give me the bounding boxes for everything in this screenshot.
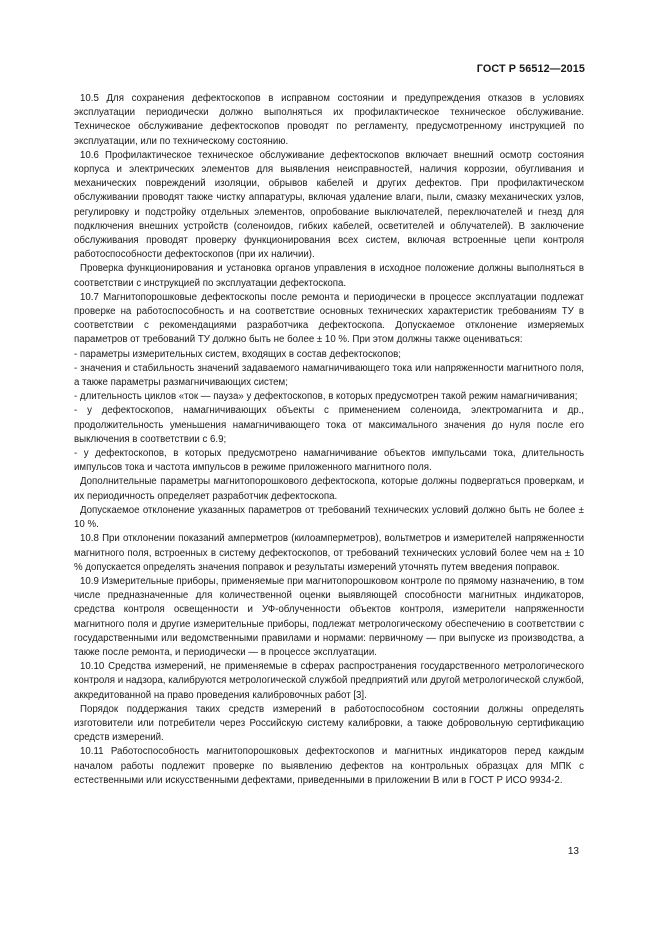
list-item: - значения и стабильность значений задаваемого намагничивающего тока или напряженности магнитного поля, а также параметры размагничивающих систем;	[74, 362, 584, 389]
paragraph-10-7: 10.7 Магнитопорошковые дефектоскопы после ремонта и периодически в процессе эксплуатации подлежат проверке на работоспособность и на соответствие основных технических характеристик требованиям ТУ в соответствии с рекомендациями разработчика дефектоскопа. Допускаемое отклонение измеряемых параметров от требований ТУ должно быть не более ± 10 %. При этом должны также оцениваться:	[74, 291, 584, 346]
list-item: - у дефектоскопов, в которых предусмотрено намагничивание объектов импульсами тока, длительность импульсов тока и частота импульсов в режиме приложенного магнитного поля.	[74, 448, 584, 474]
body-text	[74, 92, 584, 788]
paragraph-10-10: 10.10 Средства измерений, не применяемые в сферах распространения государственного метрологического контроля и надзора, калибруются метрологической службой предприятий или другой метрологической службой, аккредитованной на право проведения калибровочных работ [3].	[74, 661, 584, 701]
paragraph-10-8: 10.8 При отклонении показаний амперметров (килоамперметров), вольтметров и измерителей напряженности магнитного поля, встроенных в систему дефектоскопов, от требований технических условий более чем на ± 10 % допускается определять значения поправок и результаты измерений уточнять путем введения поправок.	[74, 533, 584, 573]
paragraph-tolerance: Допускаемое отклонение указанных параметров от требований технических условий должно быть не более ± 10 %.	[74, 504, 584, 531]
paragraph-10-5: 10.5 Для сохранения дефектоскопов в исправном состоянии и предупреждения отказов в условиях эксплуатации периодически должно выполняться их профилактическое техническое обслуживание. Техническое обслуживание дефектоскопов проводят по регламенту, предусмотренному инструкцией по эксплуатации, или по техническому состоянию.	[74, 93, 584, 147]
paragraph-functional-check: Проверка функционирования и установка органов управления в исходное положение должны выполняться в соответствии с инструкцией по эксплуатации дефектоскопа.	[74, 263, 584, 289]
list-item: - параметры измерительных систем, входящих в состав дефектоскопов;	[74, 348, 401, 360]
list-item: - длительность циклов «ток — пауза» у дефектоскопов, в которых предусмотрен такой режим намагничивания;	[74, 391, 578, 403]
paragraph-10-6: 10.6 Профилактическое техническое обслуживание дефектоскопов включает внешний осмотр состояния корпуса и электрических элементов для выявления неисправностей, наличия коррозии, обугливания и механических повреждений изоляции, обрывов кабелей и других дефектов. При профилактическом обслуживании проводят также чистку аппаратуры, включая удаление влаги, пыли, смазку механических узлов, регулировку и подстройку отдельных элементов, опробование выключателей, переключателей и гнезд для подключения внешних устройств (соленоидов, гибких кабелей, осветителей и облучателей). В заключение обслуживания проводят проверку функционирования всех систем, включая встроенные цепи контроля работоспособности дефектоскопов (при их наличии).	[74, 149, 584, 261]
standard-header: ГОСТ Р 56512—2015	[476, 63, 585, 75]
list-item: - у дефектоскопов, намагничивающих объекты с применением соленоида, электромагнита и др., продолжительность уменьшения намагничивающего тока от максимального значения до нуля после его выключения в соответствии с 6.9;	[74, 405, 584, 445]
paragraph-calibration-order: Порядок поддержания таких средств измерений в работоспособном состоянии должны определять изготовители или потребители через Российскую систему калибровки, а также добровольную сертификацию средств измерений.	[74, 703, 584, 744]
paragraph-10-9: 10.9 Измерительные приборы, применяемые при магнитопорошковом контроле по прямому назначению, в том числе предназначенные для количественной оценки выявляющей способности магнитных индикаторов, средства контроля освещенности и УФ-облученности объектов контроля, измерители напряженности магнитного поля и другие измерительные приборы, подлежат метрологическому обеспечению в соответствии с государственными или ведомственными правилами и нормами: первичному — при выпуске из производства, а также после ремонта, и периодически — в процессе эксплуатации.	[74, 575, 584, 658]
page-number: 13	[567, 846, 579, 857]
paragraph-additional-params: Дополнительные параметры магнитопорошкового дефектоскопа, которые должны подвергаться проверкам, и их периодичность определяет разработчик дефектоскопа.	[74, 476, 584, 502]
paragraph-10-11: 10.11 Работоспособность магнитопорошковых дефектоскопов и магнитных индикаторов перед каждым началом работы подлежит проверке по выявлению дефектов на контрольных образцах для МПК с естественными или искусственными дефектами, приведенными в приложении В или в ГОСТ Р ИСО 9934-2.	[74, 746, 584, 786]
